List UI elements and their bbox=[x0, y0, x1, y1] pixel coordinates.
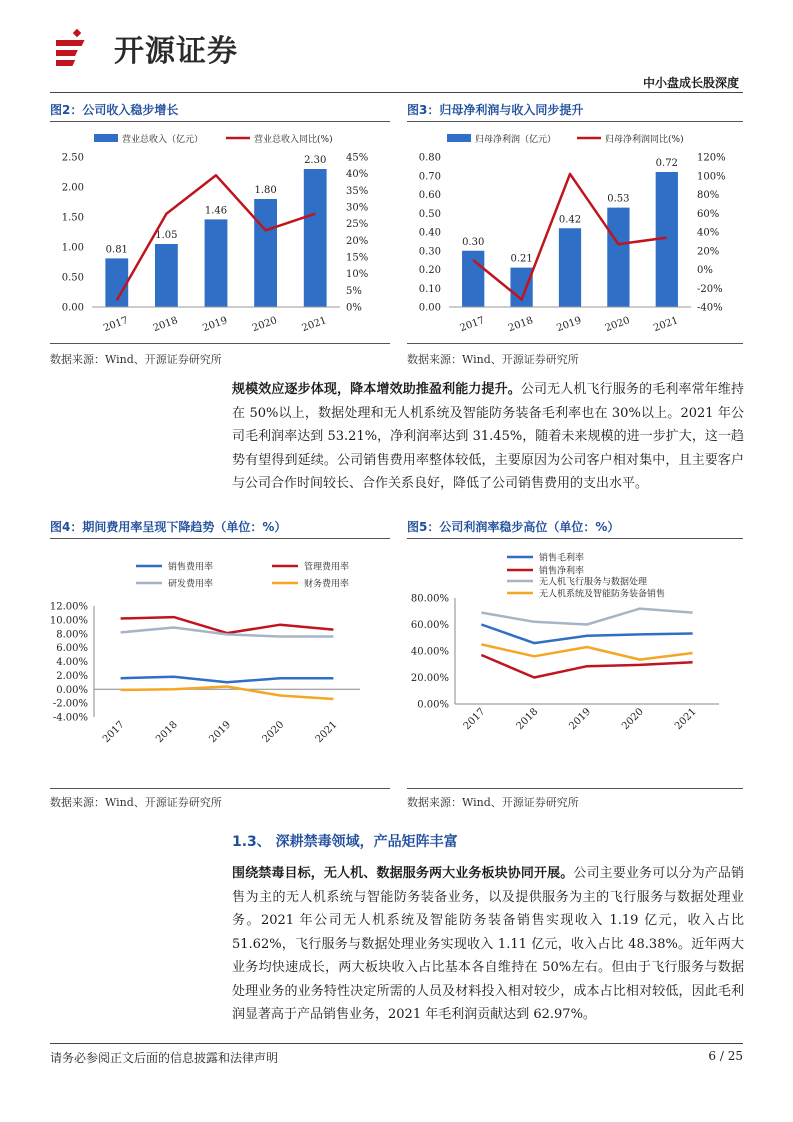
fig2-title-rule bbox=[50, 121, 390, 122]
y-right-tick: 40% bbox=[346, 169, 369, 181]
y-left-tick: 0.50 bbox=[61, 272, 84, 284]
y-right-tick: 40% bbox=[697, 227, 720, 239]
y-left-tick: 0.00 bbox=[418, 302, 441, 314]
legend-bar-label: 营业总收入（亿元） bbox=[122, 135, 204, 145]
x-tick: 2017 bbox=[458, 315, 487, 335]
fig2-title: 图2：公司收入稳步增长 bbox=[50, 103, 179, 117]
bar bbox=[607, 208, 629, 307]
legend-label: 无人机飞行服务与数据处理 bbox=[539, 577, 648, 588]
legend-label: 无人机系统及智能防务装备销售 bbox=[539, 589, 666, 600]
y-left-tick: 1.50 bbox=[61, 212, 84, 224]
y-left-tick: 0.00 bbox=[61, 302, 84, 314]
bar-value-label: 0.30 bbox=[462, 236, 485, 248]
y-right-tick: 100% bbox=[697, 171, 726, 183]
x-tick: 2020 bbox=[620, 706, 646, 733]
y-left-tick: 0.40 bbox=[418, 227, 441, 239]
legend-label: 销售费用率 bbox=[168, 562, 214, 573]
x-tick: 2017 bbox=[102, 315, 130, 335]
legend-label: 财务费用率 bbox=[304, 579, 350, 590]
y-right-tick: -40% bbox=[697, 302, 723, 314]
bar bbox=[205, 219, 228, 307]
section-heading: 1.3、 深耕禁毒领域，产品矩阵丰富 bbox=[232, 834, 458, 850]
y-tick: 0.00% bbox=[417, 699, 449, 711]
series-line bbox=[121, 677, 334, 683]
legend-label: 销售毛利率 bbox=[539, 553, 585, 564]
bar bbox=[304, 169, 327, 307]
report-type: 中小盘成长股深度 bbox=[642, 76, 739, 90]
x-tick: 2018 bbox=[506, 315, 535, 335]
y-left-tick: 0.80 bbox=[418, 152, 441, 164]
x-tick: 2017 bbox=[461, 706, 488, 733]
bar-value-label: 1.46 bbox=[204, 205, 228, 217]
paragraph-business bbox=[232, 862, 744, 1027]
bar-value-label: 0.81 bbox=[105, 244, 128, 256]
paragraph-margins-lead: 规模效应逐步体现，降本增效助推盈利能力提升。 bbox=[232, 382, 521, 397]
bar-value-label: 0.53 bbox=[607, 193, 630, 205]
legend-line-label: 归母净利润同比(%) bbox=[605, 135, 684, 145]
logo-mark-icon bbox=[56, 24, 112, 74]
page-number: 6 / 25 bbox=[708, 1049, 743, 1063]
x-tick: 2021 bbox=[672, 706, 699, 733]
series-line bbox=[481, 625, 692, 644]
y-right-tick: 5% bbox=[346, 285, 362, 297]
x-tick: 2018 bbox=[151, 315, 180, 335]
y-left-tick: 0.20 bbox=[418, 265, 441, 276]
fig4-title: 图4：期间费用率呈现下降趋势（单位：%） bbox=[50, 520, 287, 534]
y-tick: 2.00% bbox=[56, 670, 88, 682]
y-tick: -2.00% bbox=[52, 698, 88, 710]
y-right-tick: 15% bbox=[346, 252, 369, 264]
y-tick: 0.00% bbox=[56, 684, 88, 696]
y-left-tick: 0.70 bbox=[418, 171, 441, 183]
series-line bbox=[481, 609, 692, 625]
x-tick: 2021 bbox=[313, 719, 340, 746]
fig4-chart bbox=[50, 544, 390, 774]
y-right-tick: 0% bbox=[697, 265, 713, 276]
y-right-tick: 30% bbox=[346, 202, 369, 214]
fig5-chart bbox=[407, 544, 743, 774]
y-right-tick: 60% bbox=[697, 208, 720, 220]
legend-label: 研发费用率 bbox=[168, 579, 214, 590]
y-right-tick: 20% bbox=[346, 235, 369, 247]
y-tick: 8.00% bbox=[56, 629, 88, 641]
x-tick: 2020 bbox=[260, 719, 287, 746]
header-rule bbox=[50, 92, 743, 93]
fig3-bottom-rule bbox=[407, 343, 743, 344]
bar-value-label: 1.80 bbox=[254, 185, 277, 196]
y-tick: 10.00% bbox=[50, 615, 88, 627]
y-tick: 6.00% bbox=[56, 643, 88, 655]
fig5-title: 图5：公司利润率稳步高位（单位：%） bbox=[407, 520, 620, 534]
y-left-tick: 0.30 bbox=[418, 246, 441, 258]
fig4-source: 数据来源：Wind、开源证券研究所 bbox=[50, 796, 222, 809]
y-right-tick: 10% bbox=[346, 269, 369, 281]
legend-label: 管理费用率 bbox=[304, 562, 350, 573]
series-line bbox=[481, 644, 692, 659]
y-right-tick: 35% bbox=[346, 185, 369, 197]
bar bbox=[155, 244, 178, 307]
y-tick: -4.00% bbox=[52, 712, 88, 724]
fig2-source: 数据来源：Wind、开源证券研究所 bbox=[50, 353, 222, 366]
x-tick: 2021 bbox=[652, 315, 680, 335]
x-tick: 2020 bbox=[250, 315, 279, 335]
footer-rule bbox=[50, 1043, 743, 1044]
fig2-bottom-rule bbox=[50, 343, 390, 344]
y-right-tick: 0% bbox=[346, 302, 362, 314]
y-left-tick: 2.00 bbox=[61, 182, 84, 194]
y-left-tick: 0.10 bbox=[418, 283, 441, 295]
y-right-tick: -20% bbox=[697, 283, 723, 295]
fig3-chart bbox=[407, 125, 743, 340]
y-right-tick: 25% bbox=[346, 219, 369, 231]
y-tick: 80.00% bbox=[410, 593, 449, 605]
legend-bar-swatch bbox=[94, 134, 118, 142]
fig5-source: 数据来源：Wind、开源证券研究所 bbox=[407, 796, 579, 809]
x-tick: 2021 bbox=[300, 315, 329, 335]
bar-value-label: 0.21 bbox=[510, 253, 533, 265]
y-left-tick: 1.00 bbox=[61, 242, 84, 254]
bar-value-label: 2.30 bbox=[304, 155, 327, 166]
fig4-title-rule bbox=[50, 538, 390, 539]
x-tick: 2019 bbox=[555, 315, 583, 335]
bar-value-label: 1.05 bbox=[155, 230, 178, 241]
y-left-tick: 0.50 bbox=[418, 208, 441, 220]
x-tick: 2019 bbox=[567, 706, 594, 733]
bar bbox=[559, 228, 581, 307]
y-right-tick: 80% bbox=[697, 190, 720, 201]
footer-disclaimer: 请务必参阅正文后面的信息披露和法律声明 bbox=[50, 1051, 279, 1065]
y-right-tick: 20% bbox=[697, 246, 720, 258]
fig5-bottom-rule bbox=[407, 788, 743, 789]
bar bbox=[254, 199, 277, 307]
fig5-title-rule bbox=[407, 538, 743, 539]
x-tick: 2018 bbox=[514, 706, 541, 733]
y-tick: 40.00% bbox=[410, 646, 449, 658]
legend-label: 销售净利率 bbox=[539, 566, 585, 577]
x-tick: 2018 bbox=[154, 719, 180, 746]
y-right-tick: 120% bbox=[697, 152, 726, 164]
bar bbox=[462, 251, 484, 307]
fig2-chart bbox=[50, 125, 390, 340]
fig3-title-rule bbox=[407, 121, 743, 122]
fig4-bottom-rule bbox=[50, 788, 390, 789]
paragraph-margins bbox=[232, 378, 744, 496]
series-line bbox=[121, 687, 334, 700]
paragraph-margins-text: 公司无人机飞行服务的毛利率常年维持在 50%以上，数据处理和无人机系统及智能防务装备毛利率也在 30%以上。2021 年公司毛利润率达到 53.21%，净利润率达到 31.45%，随着未来规模的进一步扩大，这一趋势有望得到延续。公司销售费用率整体较低，主要原因为公司客户相对集中，且主要客户与公司合作时间较长、合作关系良好，降低了公司销售费用的支出水平。 bbox=[232, 382, 744, 491]
legend-bar-swatch bbox=[447, 134, 471, 142]
y-tick: 4.00% bbox=[56, 657, 88, 668]
paragraph-business-text: 公司主要业务可以分为产品销售为主的无人机系统与智能防务装备业务，以及提供服务为主的飞行服务与数据处理业务。2021 年公司无人机系统及智能防务装备销售实现收入 1.19 亿元，收入占比 51.62%，飞行服务与数据处理业务实现收入 1.11 亿元，收入占比 48.38%。近年两大业务均快速成长，两大板块收入占比基本各自维持在 50%左右。但由于飞行服务与数据处理业务的业务特性决定所需的人员及材料投入相对较少，成本占比相对较低，因此毛利润显著高于产品销售业务，2021 年毛利润贡献达到 62.97%。 bbox=[232, 866, 744, 1022]
y-tick: 12.00% bbox=[50, 601, 88, 613]
x-tick: 2019 bbox=[207, 719, 234, 746]
y-left-tick: 0.60 bbox=[418, 190, 441, 201]
y-right-tick: 45% bbox=[346, 152, 369, 164]
paragraph-business-lead: 围绕禁毒目标，无人机、数据服务两大业务板块协同开展。 bbox=[232, 866, 574, 881]
x-tick: 2020 bbox=[603, 315, 632, 335]
y-tick: 20.00% bbox=[410, 673, 449, 684]
logo-text: 开源证券 bbox=[114, 34, 238, 69]
x-tick: 2017 bbox=[100, 719, 127, 746]
bar-value-label: 0.72 bbox=[655, 158, 678, 169]
fig3-title: 图3：归母净利润与收入同步提升 bbox=[407, 103, 584, 117]
y-tick: 60.00% bbox=[410, 620, 449, 631]
legend-bar-label: 归母净利润（亿元） bbox=[475, 135, 557, 145]
y-left-tick: 2.50 bbox=[61, 152, 84, 164]
x-tick: 2019 bbox=[201, 315, 229, 335]
bar-value-label: 0.42 bbox=[558, 214, 582, 226]
fig3-source: 数据来源：Wind、开源证券研究所 bbox=[407, 353, 579, 366]
bar bbox=[510, 268, 532, 307]
legend-line-label: 营业总收入同比(%) bbox=[254, 135, 333, 145]
company-logo bbox=[56, 24, 296, 74]
